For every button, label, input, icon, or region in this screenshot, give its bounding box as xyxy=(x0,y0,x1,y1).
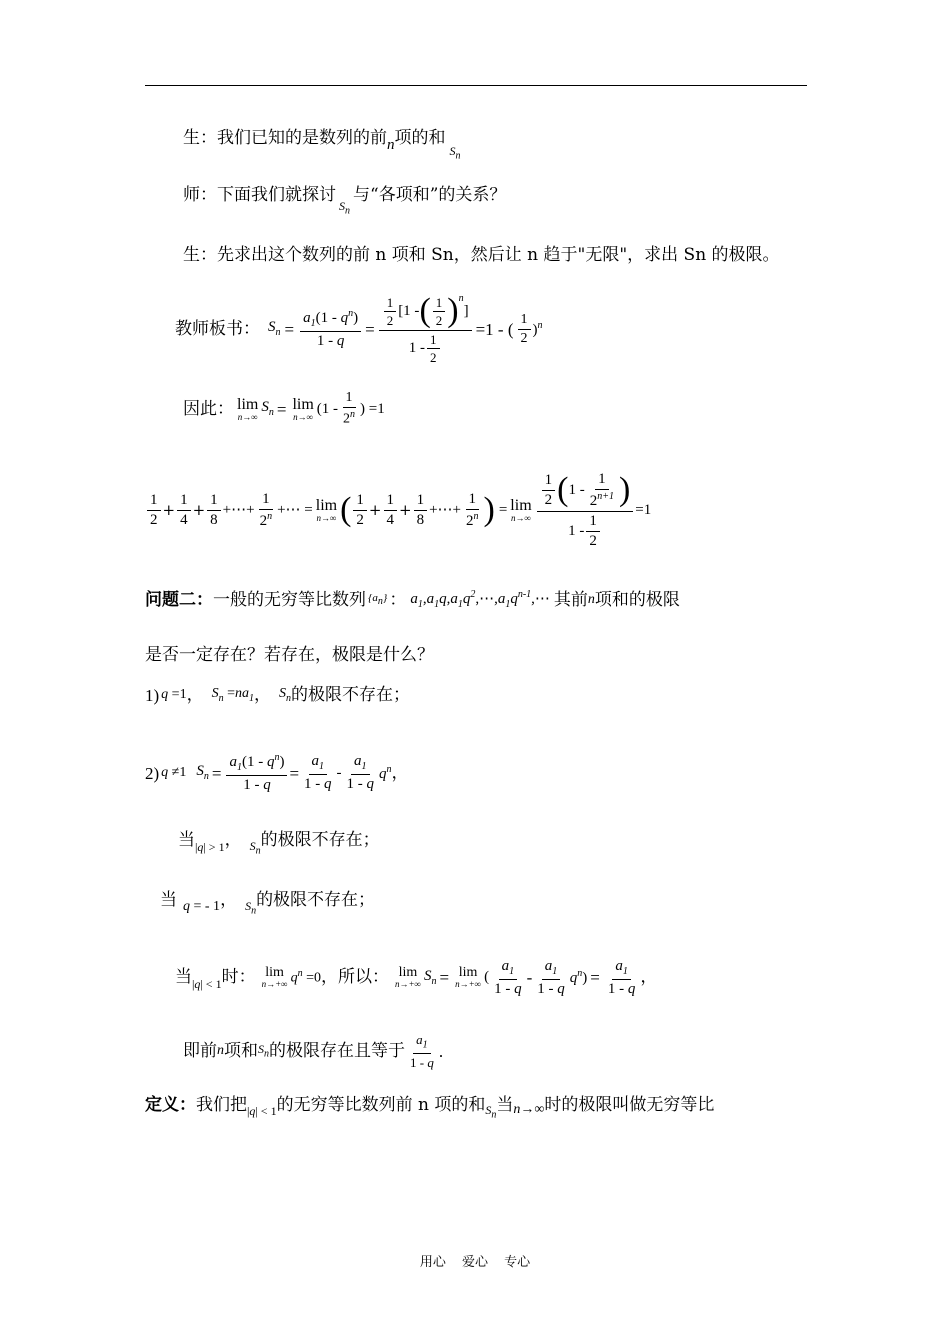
text: 我们把 xyxy=(196,1094,247,1115)
math-n: n xyxy=(387,137,395,153)
text: 因此： xyxy=(183,398,234,419)
case-1: 1) q =1 ， $S_n =na_1$ ， $S_n$ 的极限不存在； xyxy=(145,684,410,705)
text: 时： xyxy=(221,967,256,987)
text: 与“各项和”的关系？ xyxy=(353,185,507,205)
problem-two-line2: 是否一定存在？若存在，极限是什么？ xyxy=(145,645,434,665)
equals: = xyxy=(365,319,375,339)
equals: = xyxy=(284,319,295,339)
problem-two: 问题二： 一般的无穷等比数列 $\{a_n\}$ ： $a_1,a_1q,a_1q^2,\cdots,a_1q^{n-1},\cdots$ 其前 n 项和的极限 xyxy=(145,589,680,610)
math-sn: Sn xyxy=(339,199,350,217)
case-2a: 当 |q| > 1 ， $S_n$ 的极限不存在； xyxy=(178,829,380,857)
case-2b: 当 q = - 1 ， $S_n$ 的极限不存在； xyxy=(160,889,376,917)
math-sn: Sn xyxy=(449,144,461,162)
text: 时的极限叫做无穷等比 xyxy=(544,1094,715,1115)
lim: lim n→∞ xyxy=(292,395,314,422)
definition-label: 定义： xyxy=(145,1094,196,1115)
text: 其前 xyxy=(553,589,588,610)
text: 当 xyxy=(175,967,192,987)
case-2: 2) q ≠1 $S_n$ = $\frac{a_1(1 - q^n)}{1 - q}$ = $\frac{a_1}{1 - q}$ - $\frac{a_1}{1 - q}$ $q^n$ ， xyxy=(145,752,409,793)
text: 项和的极限 xyxy=(594,589,680,610)
equals: =1 - ( xyxy=(475,319,514,339)
text: 一般的无穷等比数列 xyxy=(213,589,366,610)
case-number: 1) xyxy=(145,685,160,705)
text: 即前 xyxy=(183,1040,217,1061)
footer-word: 用心 xyxy=(419,1255,446,1270)
text: 当 xyxy=(496,1094,514,1115)
lim: lim n→∞ xyxy=(237,395,259,422)
text: 项和 xyxy=(224,1040,258,1061)
fraction: $\frac{a_1(1 - q^n)}{1 - q}$ xyxy=(300,309,361,349)
text: 的无穷等比数列前 n 项的和 xyxy=(276,1094,486,1115)
line-teacher-1 xyxy=(183,187,506,216)
fraction: $\frac{1}{2}$ xyxy=(518,313,531,346)
line-student-2: 生：先求出这个数列的前 n 项和 Sn，然后让 n 趋于"无限"，求出 Sn 的极限。 xyxy=(183,245,780,265)
line-conclusion: 即前 n 项和 $S_n$ 的极限存在且等于 $\frac{a_1}{1 - q}$ . xyxy=(183,1032,444,1070)
text: 教师板书： xyxy=(175,318,260,339)
math: $S_n$ xyxy=(268,319,281,338)
line-student-1 xyxy=(183,130,461,161)
text: 的极限不存在； xyxy=(260,829,380,850)
text: ： xyxy=(389,589,407,610)
footer-word: 爱心 xyxy=(461,1255,488,1270)
case-number: 2) xyxy=(145,763,160,783)
text: ，所以： xyxy=(320,967,389,987)
fraction: $\frac{1}{2}$ [1 - ( $\frac{1}{2}$ ) $^n$ ] 1 - $\frac{1}{2}$ xyxy=(379,294,472,364)
text: 的极限不存在； xyxy=(290,684,410,705)
case-2c: 当 |q| < 1 时： lim n→+∞ $q^n =0$ ，所以： lim n→+∞ $S_n$ = lim n→+∞ ( $\frac{a_1}{1 - q}$ - $\frac{a_1}{1 - q}$ $q^n$) = $\frac{a_1}{1 - q}$ ， xyxy=(175,957,658,997)
line-series: $\frac{1}{2}$ + $\frac{1}{4}$ + $\frac{1}{8}$ +⋯+ $\frac{1}{2^n}$ +⋯ = lim n→∞ ( $\frac{1}{2}$ + $\frac{1}{4}$ + $\frac{1}{8}$ +⋯+ $\frac{1}{2^n}$ ) = lim n→∞ $\frac{1}{2}$ ( 1 - $\frac{1}{2^{n+1}}$ ) 1 - $\frac{1}{2}$ =1 xyxy=(145,460,651,560)
text: 当 xyxy=(178,829,195,850)
text: 的极限不存在； xyxy=(256,889,376,910)
line-therefore: 因此： lim n→∞ $S_n$ = lim n→∞ (1 - $\frac{1}{2^n}$ ) =1 xyxy=(183,390,385,427)
text: 项的和 xyxy=(394,128,446,148)
text: 的极限存在且等于 xyxy=(269,1040,405,1061)
text: 生：我们已知的是数列的前 xyxy=(183,128,387,148)
problem-label: 问题二： xyxy=(145,589,213,610)
text: 当 xyxy=(160,889,177,910)
text: 师：下面我们就探讨 xyxy=(183,185,336,205)
line-board-formula: 教师板书： $S_n$ = $\frac{a_1(1 - q^n)}{1 - q}$ = $\frac{1}{2}$ [1 - ( $\frac{1}{2}$ ) $^n$ ] 1 - $\frac{1}{2}$ =1 - ( $\frac{1}{2}$ )$^n$ xyxy=(175,292,543,365)
page-footer xyxy=(0,1251,950,1270)
header-rule xyxy=(145,85,807,86)
line-definition: 定义： 我们把 |q| < 1 的无穷等比数列前 n 项的和 $S_n$ 当 n→∞ 时的极限叫做无穷等比 xyxy=(145,1094,715,1121)
footer-word: 专心 xyxy=(504,1255,531,1270)
